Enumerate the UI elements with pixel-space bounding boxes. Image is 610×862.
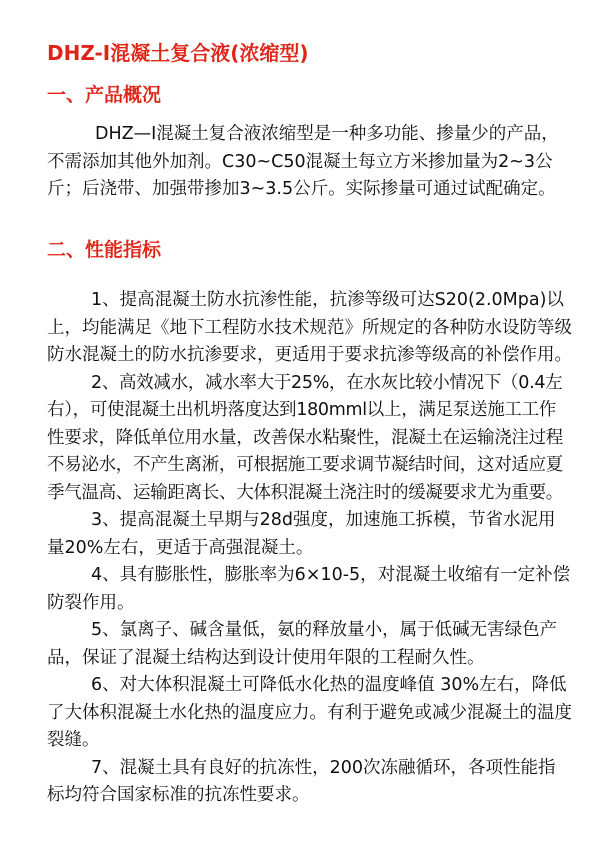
performance-item-4: 4、具有膨胀性，膨胀率为6×10-5，对混凝土收缩有一定补偿防裂作用。 (47, 565, 571, 613)
performance-item-1: 1、提高混凝土防水抗渗性能，抗渗等级可达S20(2.0Mpa)以上，均能满足《地下工程防水技术规范》所规定的各种防水设防等级防水混凝土的防水抗渗要求，更适用于要求抗渗等级高的补偿作用。 (47, 290, 572, 365)
performance-list (47, 287, 572, 810)
section-heading-overview: 一、产品概况 (47, 84, 162, 106)
performance-item-2: 2、高效减水，减水率大于25%，在水灰比较小情况下（0.4左右），可使混凝土出机坍落度达到180mml以上，满足泵送施工工作性要求，降低单位用水量，改善保水粘聚性，混凝土在运输浇注过程不易泌水，不产生离淅，可根据施工要求调节凝结时间，这对适应夏季气温高、运输距离长、大体积混凝土浇注时的缓凝要求尤为重要。 (47, 372, 563, 503)
document-title: DHZ-I混凝土复合液(浓缩型) (47, 41, 309, 65)
overview-paragraph: DHZ—Ⅰ混凝土复合液浓缩型是一种多功能、掺量少的产品，不需添加其他外加剂。C30~C50混凝土每立方米掺加量为2~3公斤；后浇带、加强带掺加3~3.5公斤。实际掺量可通过试配确定。 (47, 124, 559, 199)
performance-item-3: 3、提高混凝土早期与28d强度，加速施工拆模，节省水泥用量20%左右，更适于高强混凝土。 (47, 510, 556, 558)
performance-item-5: 5、氯离子、碱含量低，氨的释放量小，属于低碱无害绿色产品，保证了混凝土结构达到设计使用年限的工程耐久性。 (47, 620, 558, 668)
performance-item-6: 6、对大体积混凝土可降低水化热的温度峰值 30%左右，降低了大体积混凝土水化热的温度应力。有利于避免或减少混凝土的温度裂缝。 (47, 675, 572, 750)
performance-item-7: 7、混凝土具有良好的抗冻性，200次冻融循环，各项性能指标均符合国家标准的抗冻性要求。 (47, 757, 556, 805)
section-heading-performance: 二、性能指标 (47, 239, 162, 261)
